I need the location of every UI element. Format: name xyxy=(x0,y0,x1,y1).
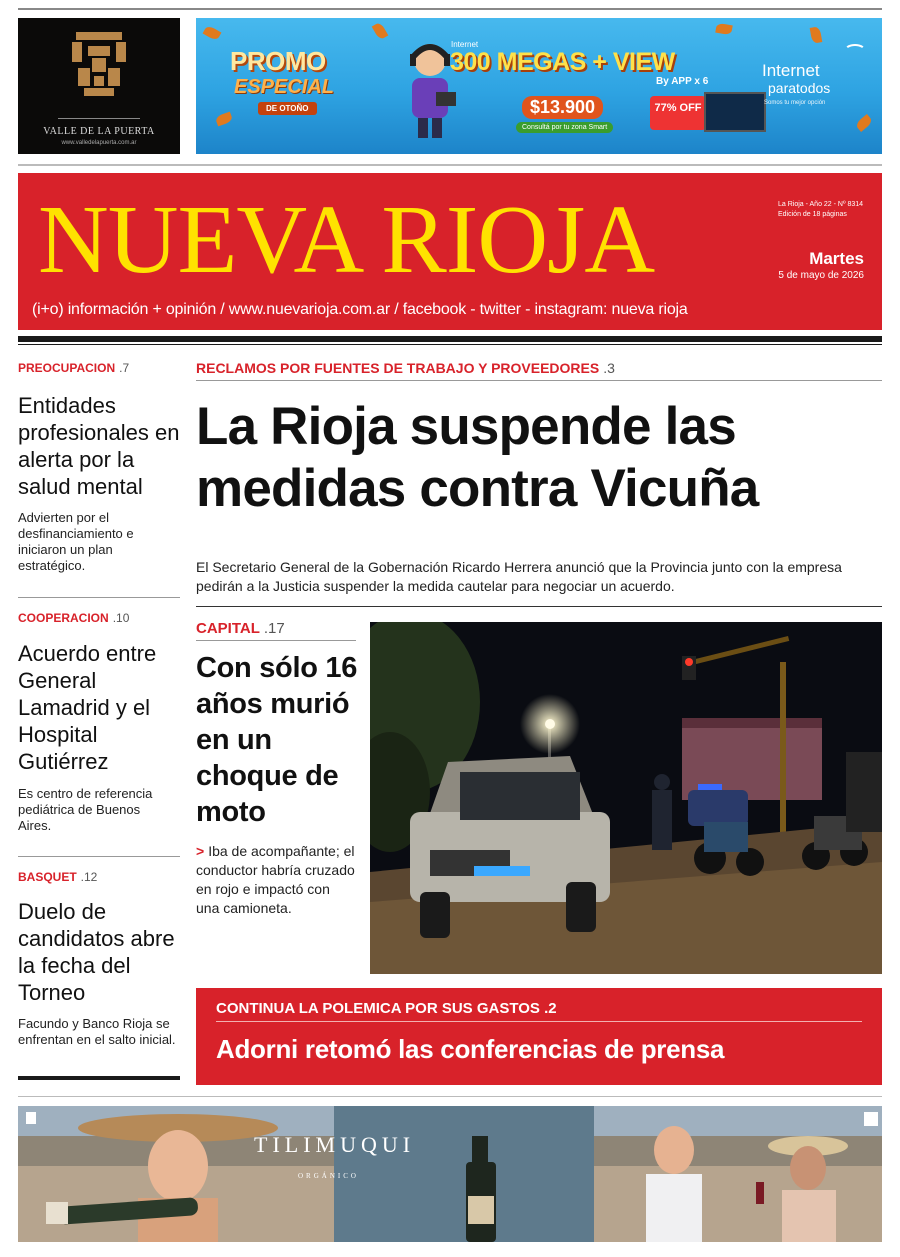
ad-brand-name: VALLE DE LA PUERTA xyxy=(43,126,155,137)
edition-info: La Rioja - Año 22 - Nº 8314 xyxy=(778,201,864,208)
divider xyxy=(18,856,180,857)
edition-pages: Edición de 18 páginas xyxy=(778,211,847,218)
wifi-icon xyxy=(844,44,866,58)
story-summary: Facundo y Banco Rioja se enfrentan en el salto inicial. xyxy=(18,1016,176,1047)
divider xyxy=(18,1076,180,1080)
top-rule xyxy=(18,8,882,10)
capital-headline[interactable]: Con sólo 16 años murió en un choque de moto xyxy=(196,652,358,828)
divider xyxy=(196,640,356,641)
ad-tilimuqui[interactable] xyxy=(18,1106,882,1242)
tv-icon xyxy=(704,92,766,132)
ad-brand-line2: paratodos xyxy=(768,80,831,96)
leaf-decoration xyxy=(855,114,874,132)
divider xyxy=(196,606,882,607)
ad-by-app: By APP x 6 xyxy=(656,76,709,87)
masthead xyxy=(18,173,882,330)
story-headline[interactable]: Acuerdo entre General Lamadrid y el Hospital Gutiérrez xyxy=(18,641,157,774)
masthead-tagline: (i+o) información + opinión / www.nuevarioja.com.ar / facebook - twitter - instagram: nueva rioja xyxy=(32,301,688,318)
ad-price: $13.900 xyxy=(522,96,603,119)
story-kicker: COOPERACION .10 xyxy=(18,611,130,625)
leaf-decoration xyxy=(810,26,823,43)
divider xyxy=(18,597,180,598)
highlight-kicker: CONTINUA LA POLEMICA POR SUS GASTOS .2 xyxy=(216,1000,557,1017)
ad-consulta: Consultá por tu zona Smart xyxy=(516,122,613,133)
ad-internet-label: Internet xyxy=(451,40,479,49)
capital-kicker: CAPITAL .17 xyxy=(196,620,285,637)
leaf-decoration xyxy=(203,25,222,42)
ad-megas: 300 MEGAS + VIEW xyxy=(450,48,675,76)
valle-logo-icon xyxy=(70,28,128,106)
story-summary: Es centro de referencia pediátrica de Buenos Aires. xyxy=(18,786,153,833)
divider xyxy=(18,336,882,342)
issue-day: Martes xyxy=(809,249,864,268)
divider xyxy=(216,1021,862,1022)
leaf-decoration xyxy=(715,23,732,36)
highlight-headline: Adorni retomó las conferencias de prensa xyxy=(216,1034,725,1064)
ad-especial: ESPECIAL xyxy=(234,76,335,98)
story-kicker: PREOCUPACION .7 xyxy=(18,361,130,375)
newspaper-title[interactable]: NUEVA RIOJA xyxy=(38,186,655,294)
ad-brand-tag: Somos tu mejor opción xyxy=(764,100,826,106)
ad-discount: 77% OFF xyxy=(650,96,706,130)
ad-promo: PROMO xyxy=(230,46,326,76)
story-kicker: BASQUET .12 xyxy=(18,870,98,884)
ad-brand-line1: Internet xyxy=(762,61,820,80)
story-headline[interactable]: Duelo de candidatos abre la fecha del Torneo xyxy=(18,899,175,1005)
story-headline[interactable]: Entidades profesionales en alerta por la salud mental xyxy=(18,393,180,499)
divider xyxy=(58,118,140,119)
story-summary: Advierten por el desfinanciamiento e iniciaron un plan estratégico. xyxy=(18,510,134,573)
leaf-decoration xyxy=(215,112,233,127)
ad-internet-para-todos[interactable] xyxy=(196,18,882,154)
ad-url: www.valledelapuerta.com.ar xyxy=(61,140,137,146)
ad-brand-subtitle: ORGÁNICO xyxy=(298,1172,359,1180)
issue-date: 5 de mayo de 2026 xyxy=(778,270,864,281)
capital-summary: > Iba de acompañante; el conductor habría cruzado en rojo e impactó con una camioneta. xyxy=(196,843,355,916)
divider xyxy=(196,380,882,381)
accident-photo[interactable] xyxy=(370,622,882,974)
divider xyxy=(18,344,882,345)
lead-deck: El Secretario General de la Gobernación Ricardo Herrera anunció que la Provincia junto con la empresa pedirán a la Justicia suspender la medida cautelar para negociar un acuerdo. xyxy=(196,559,842,594)
arrow-icon: > xyxy=(196,843,205,859)
ad-otono: DE OTOÑO xyxy=(258,102,317,115)
highlight-box[interactable] xyxy=(196,988,882,1085)
ad-valle-de-la-puerta[interactable] xyxy=(18,18,180,154)
wine-ad-photo xyxy=(18,1106,882,1242)
night-scene-photo xyxy=(370,622,882,974)
divider xyxy=(18,164,882,166)
lead-kicker: RECLAMOS POR FUENTES DE TRABAJO Y PROVEEDORES .3 xyxy=(196,360,615,376)
ad-brand: TILIMUQUI xyxy=(254,1132,416,1157)
lead-headline[interactable]: La Rioja suspende las medidas contra Vicuña xyxy=(196,397,759,518)
divider xyxy=(18,1096,882,1097)
leaf-decoration xyxy=(372,22,389,41)
